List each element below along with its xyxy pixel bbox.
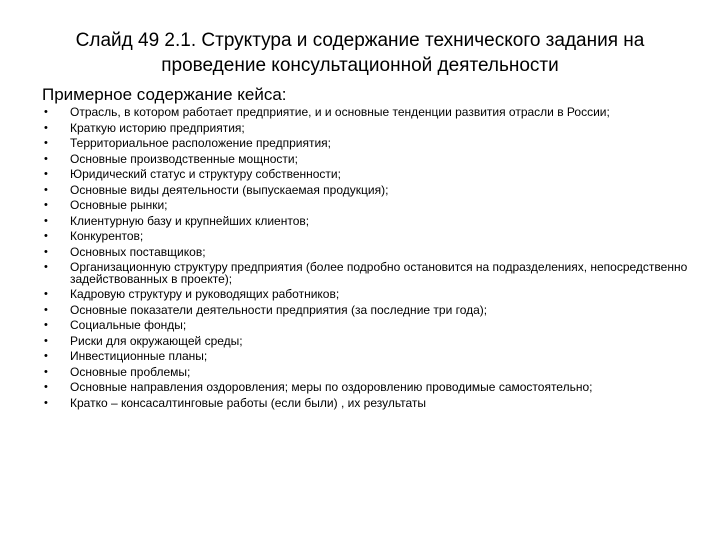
slide-title <box>40 28 680 78</box>
bullet-icon: • <box>44 168 48 180</box>
bullet-icon: • <box>44 121 48 134</box>
bullet-icon: • <box>44 230 48 242</box>
bullet-icon: • <box>44 381 48 394</box>
bullet-icon: • <box>44 365 48 378</box>
list-item-text: Основные рынки; <box>70 198 168 212</box>
list-item-text: Основные показатели деятельности предприятия (за последние три года); <box>70 302 488 317</box>
list-item <box>44 213 694 228</box>
bullet-icon: • <box>44 183 48 196</box>
list-item <box>44 262 694 286</box>
bullet-icon: • <box>44 350 48 363</box>
list-item-text: Основные направления оздоровления; меры по оздоровлению проводимые самостоятельно; <box>70 380 593 395</box>
bullet-icon: • <box>44 106 48 118</box>
list-item-text: Клиентурную базу и крупнейших клиентов; <box>70 213 310 228</box>
bullet-icon: • <box>44 245 48 258</box>
bullet-icon: • <box>44 303 48 316</box>
list-item-text: Социальные фонды; <box>70 318 187 333</box>
list-item <box>44 320 694 332</box>
list-item <box>44 351 694 363</box>
list-item-text: Инвестиционные планы; <box>70 349 208 364</box>
list-item-text: Кадровую структуру и руководящих работников; <box>70 287 340 302</box>
list-item <box>44 200 694 212</box>
bullet-icon: • <box>44 137 48 149</box>
bullet-icon: • <box>44 319 48 332</box>
list-item <box>44 231 694 243</box>
list-item <box>44 138 694 150</box>
list-item <box>44 364 694 379</box>
list-item <box>44 302 694 317</box>
list-item-text: Юридический статус и структуру собственности; <box>70 167 341 181</box>
bullet-icon: • <box>44 214 48 227</box>
case-contents-list <box>44 107 694 413</box>
case-contents-heading: Примерное содержание кейса: <box>42 85 287 104</box>
list-item <box>44 333 694 348</box>
bullet-icon: • <box>44 261 48 273</box>
slide-title-line-2: проведение консультационной деятельности <box>161 55 559 76</box>
list-item <box>44 395 694 410</box>
list-item-text: Отрасль, в котором работает предприятие, и и основные тенденции развития отрасли в России; <box>70 105 610 119</box>
bullet-icon: • <box>44 199 48 211</box>
list-item-text: Риски для окружающей среды; <box>70 333 243 348</box>
bullet-icon: • <box>44 152 48 165</box>
list-item-text: Основные производственные мощности; <box>70 151 298 166</box>
bullet-icon: • <box>44 396 48 409</box>
list-item <box>44 244 694 259</box>
list-item <box>44 182 694 197</box>
bullet-icon: • <box>44 334 48 347</box>
list-item-text: Организационную структуру предприятия (более подробно остановится на подразделениях, непосредственно задействованных в проекте); <box>70 260 688 286</box>
list-item <box>44 107 694 119</box>
list-item-text: Территориальное расположение предприятия; <box>70 136 331 150</box>
slide-title-line-1: Слайд 49 2.1. Структура и содержание технического задания на <box>75 30 645 51</box>
list-item-text: Конкурентов; <box>70 229 144 243</box>
bullet-icon: • <box>44 288 48 301</box>
list-item-text: Основных поставщиков; <box>70 244 206 259</box>
list-item <box>44 169 694 181</box>
list-item <box>44 120 694 135</box>
list-item <box>44 382 694 394</box>
list-item-text: Основные виды деятельности (выпускаемая продукция); <box>70 182 389 197</box>
list-item-text: Краткую историю предприятия; <box>70 120 245 135</box>
list-item-text: Кратко – консасалтинговые работы (если были) , их результаты <box>70 395 427 410</box>
list-item <box>44 151 694 166</box>
list-item-text: Основные проблемы; <box>70 364 191 379</box>
list-item <box>44 289 694 301</box>
